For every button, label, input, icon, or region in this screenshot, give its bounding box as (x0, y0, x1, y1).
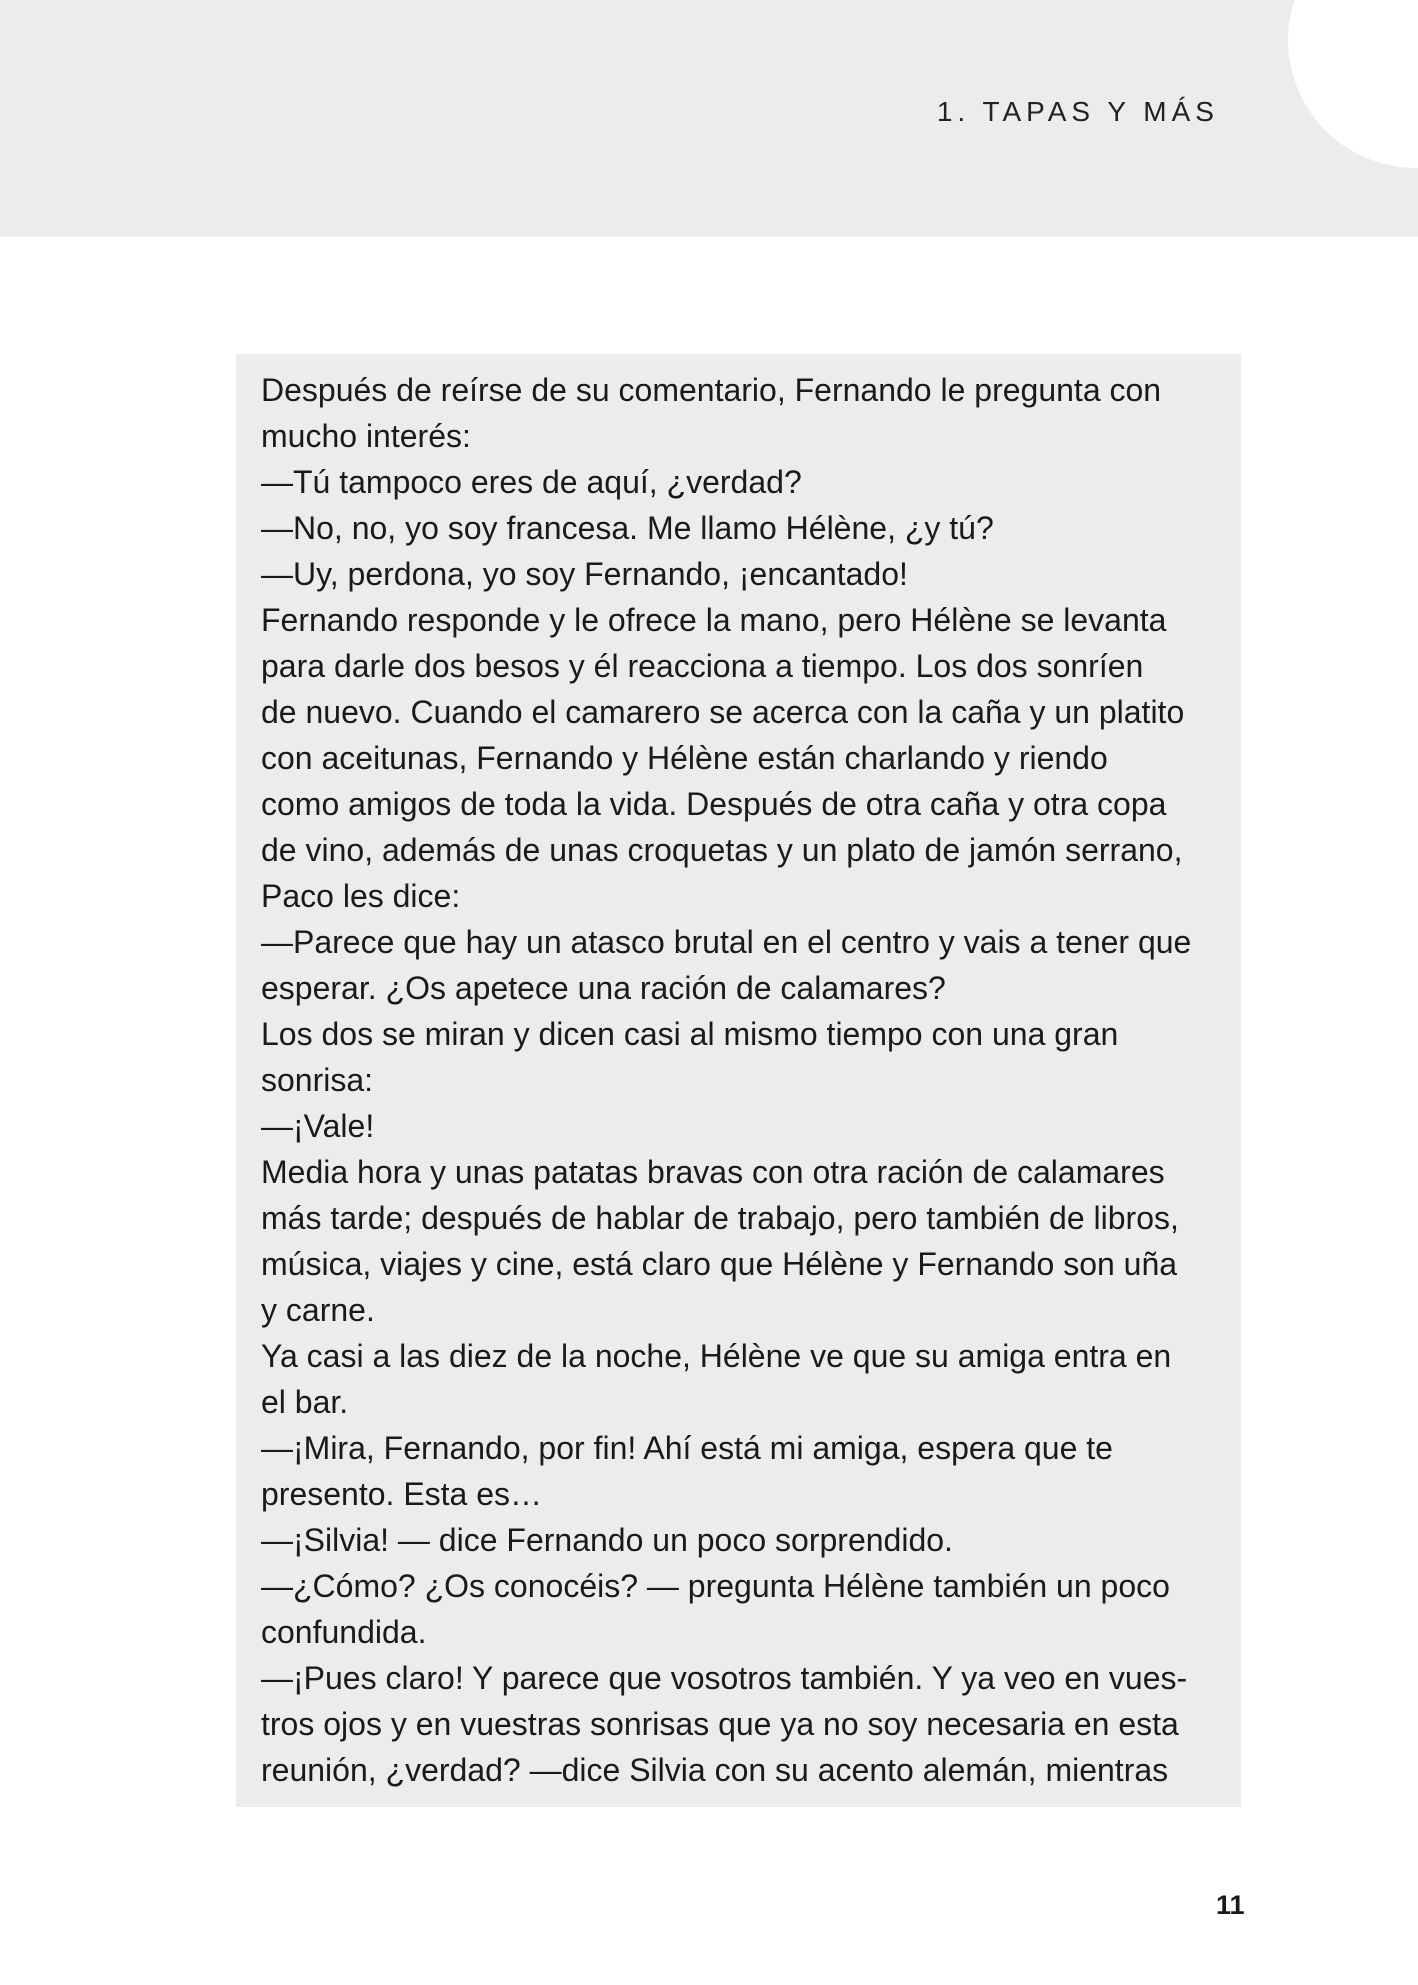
text-line: Paco les dice: (261, 878, 461, 914)
page-number: 11 (1216, 1890, 1245, 1920)
text-line: —No, no, yo soy francesa. Me llamo Hélène, ¿y tú? (261, 510, 994, 546)
text-line: —¡Silvia! — dice Fernando un poco sorprendido. (261, 1522, 953, 1558)
text-line: como amigos de toda la vida. Después de otra caña y otra copa (261, 786, 1167, 822)
text-line: Después de reírse de su comentario, Fernando le pregunta con (261, 372, 1162, 408)
text-line: tros ojos y en vuestras sonrisas que ya no soy necesaria en esta (261, 1706, 1179, 1742)
text-line: —¡Pues claro! Y parece que vosotros también. Y ya veo en vues- (261, 1660, 1188, 1696)
text-line: de nuevo. Cuando el camarero se acerca con la caña y un platito (261, 694, 1185, 730)
text-line: el bar. (261, 1384, 349, 1420)
text-line: sonrisa: (261, 1062, 374, 1098)
text-line: Los dos se miran y dicen casi al mismo tiempo con una gran (261, 1016, 1119, 1052)
text-line: —¡Vale! (261, 1108, 375, 1144)
header-band (0, 0, 1418, 237)
text-line: Ya casi a las diez de la noche, Hélène ve que su amiga entra en (261, 1338, 1172, 1374)
text-line: —¡Mira, Fernando, por fin! Ahí está mi amiga, espera que te (261, 1430, 1113, 1466)
text-line: confundida. (261, 1614, 427, 1650)
text-line: con aceitunas, Fernando y Hélène están charlando y riendo (261, 740, 1108, 776)
text-line: de vino, además de unas croquetas y un plato de jamón serrano, (261, 832, 1183, 868)
text-line: Fernando responde y le ofrece la mano, pero Hélène se levanta (261, 602, 1167, 638)
text-line: presento. Esta es… (261, 1476, 543, 1512)
text-line: —Parece que hay un atasco brutal en el centro y vais a tener que (261, 924, 1192, 960)
text-line: más tarde; después de hablar de trabajo, pero también de libros, (261, 1200, 1179, 1236)
text-line: —Uy, perdona, yo soy Fernando, ¡encantado! (261, 556, 908, 592)
text-line: mucho interés: (261, 418, 471, 454)
chapter-title: 1. TAPAS Y MÁS (936, 96, 1219, 127)
story-text-box (236, 354, 1241, 1807)
text-line: música, viajes y cine, está claro que Hélène y Fernando son uña (261, 1246, 1178, 1282)
header-circle-decoration (1288, 0, 1418, 168)
text-line: Media hora y unas patatas bravas con otra ración de calamares (261, 1154, 1165, 1190)
text-line: —Tú tampoco eres de aquí, ¿verdad? (261, 464, 802, 500)
text-line: esperar. ¿Os apetece una ración de calamares? (261, 970, 946, 1006)
text-line: y carne. (261, 1292, 375, 1328)
text-line: —¿Cómo? ¿Os conocéis? — pregunta Hélène también un poco (261, 1568, 1170, 1604)
text-line: reunión, ¿verdad? —dice Silvia con su acento alemán, mientras (261, 1752, 1169, 1788)
text-line: para darle dos besos y él reacciona a tiempo. Los dos sonríen (261, 648, 1144, 684)
